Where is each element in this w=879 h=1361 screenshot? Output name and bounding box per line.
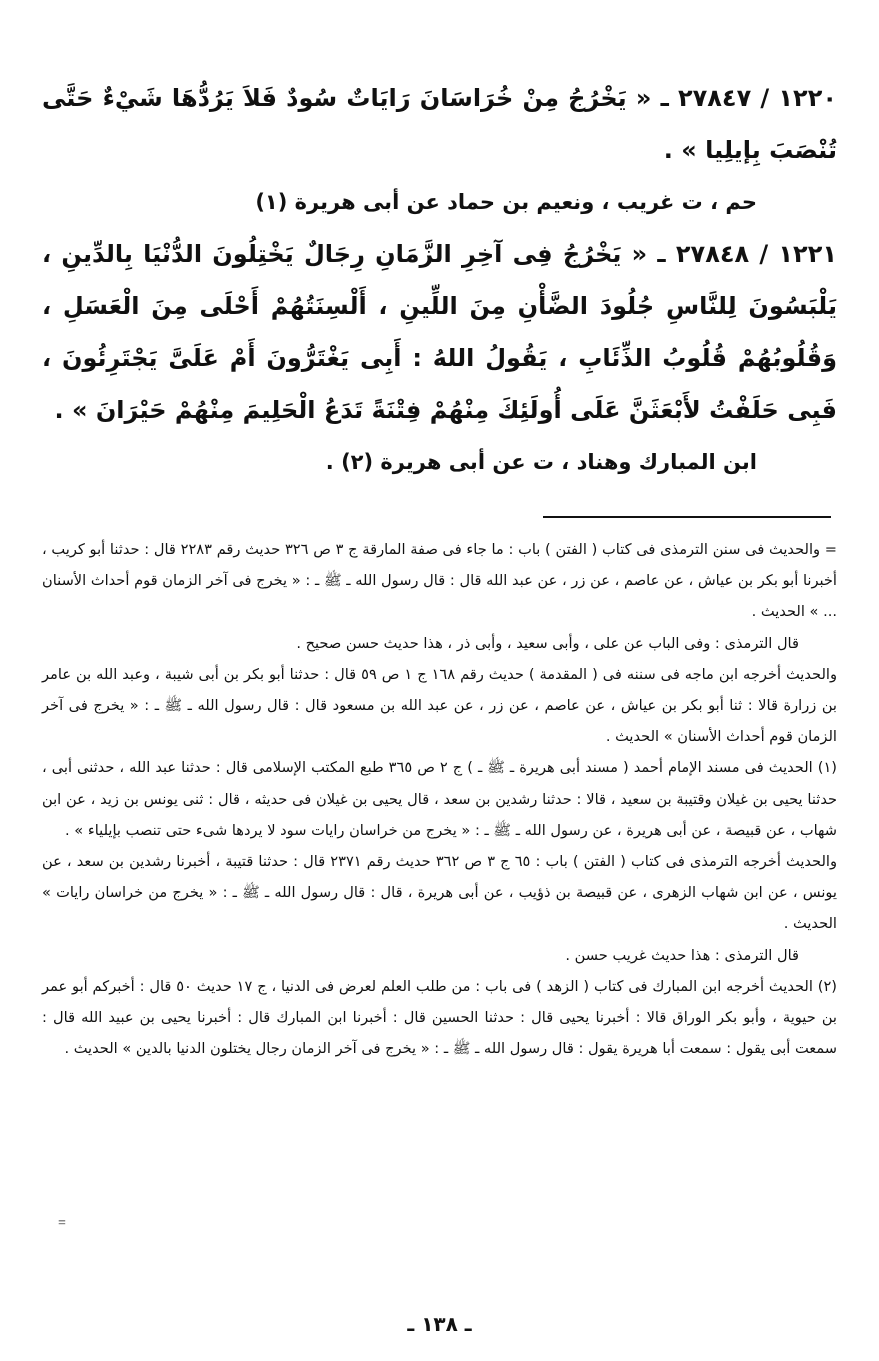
footnote-continuation-3: والحديث أخرجه ابن ماجه فى سننه فى ( المقدمة ) حديث رقم ١٦٨ ج ١ ص ٥٩ قال : حدثنا أبو بكر بن أبى شيبة ، وعبد الله بن عامر بن زرارة قالا : ثنا أبو بكر بن عياش ، عن عاصم ، عن زر ، عن عبد الله بن مسعود قال : قال رسول الله ـ ﷺ ـ : « يخرج فى آخر الزمان قوم أحداث الأسنان » الحديث . [42, 665, 837, 746]
footnote-continuation-2: قال الترمذى : وفى الباب عن على ، وأبى سعيد ، وأبى ذر ، هذا حديث حسن صحيح . [296, 634, 799, 652]
page-number: ـ ١٣٨ ـ [407, 1312, 472, 1336]
footnote-1: (١) الحديث فى مسند الإمام أحمد ( مسند أبى هريرة ـ ﷺ ـ ) ج ٢ ص ٣٦٥ طبع المكتب الإسلامى قال : حدثنا عبد الله ، حدثنى أبى ، حدثنا يحيى بن غيلان وقتيبة بن سعيد ، قالا : حدثنا رشدين بن سعد ، قال يحيى بن غيلان فى حديثه ، قال : ثنى يونس بن زيد ، عن ابن شهاب ، عن قبيصة ، عن أبى هريرة ، عن رسول الله ـ ﷺ ـ : « يخرج من خراسان رايات سود لا يردها شىء حتى تنصب بإيلياء » . [42, 759, 837, 839]
hadith-1220: ١٢٢٠ / ٢٧٨٤٧ ـ « يَخْرُجُ مِنْ خُرَاسَانَ رَايَاتٌ سُودٌ فَلاَ يَرُدُّهَا شَيْءٌ حَتَّى تُنْصَبَ بِإيلِيا » . [42, 84, 837, 164]
continues-mark: = [58, 1216, 66, 1231]
footnote-2: (٢) الحديث أخرجه ابن المبارك فى كتاب ( الزهد ) فى باب : من طلب العلم لعرض فى الدنيا ، ج ١٧ حديث ٥٠ قال : أخبركم أبو عمر بن حيوية ، وأبو بكر الوراق قالا : أخبرنا يحيى قال : حدثنا الحسين قال : أخبرنا ابن المبارك قال : أخبرنا يحيى بن عبيد الله قال : سمعت أبى يقول : سمعت أبا هريرة يقول : قال رسول الله ـ ﷺ ـ : « يخرج فى آخر الزمان رجال يختلون الدنيا بالدين » الحديث . [42, 977, 837, 1058]
hadith-1221-source: ابن المبارك وهناد ، ت عن أبى هريرة (٢) . [325, 450, 757, 474]
footnote-divider [543, 516, 831, 518]
hadith-1221: ١٢٢١ / ٢٧٨٤٨ ـ « يَخْرُجُ فِى آخِرِ الزَّمَانِ رِجَالٌ يَخْتِلُونَ الدُّنْيَا بِالدِّينِ ، يَلْبَسُونَ لِلنَّاسِ جُلُودَ الضَّأْنِ مِنَ اللِّينِ ، أَلْسِنَتُهُمْ أَحْلَى مِنَ الْعَسَلِ ، وَقُلُوبُهُمْ قُلُوبُ الذِّئَابِ ، يَقُولُ اللهُ : أَبِى يَغْتَرُّونَ أَمْ عَلَىَّ يَجْتَرِئُونَ ، فَبِى حَلَفْتُ لأَبْعَثَنَّ عَلَى أُولَئِكَ مِنْهُمْ فِتْنَةً تَدَعُ الْحَلِيمَ مِنْهُمْ حَيْرَانَ » . [42, 240, 837, 424]
main-text [42, 72, 837, 488]
footnote-1-part-2: والحديث أخرجه الترمذى فى كتاب ( الفتن ) باب : ٦٥ ج ٣ ص ٣٦٢ حديث رقم ٢٣٧١ قال : حدثنا قتيبة ، أخبرنا رشدين بن سعد ، عن يونس ، عن ابن شهاب الزهرى ، عن قبيصة بن ذؤيب ، عن أبى هريرة ، قال : قال رسول الله ـ ﷺ ـ : « يخرج من خراسان رايات » الحديث . [42, 853, 838, 933]
footnote-continuation-1: = والحديث فى سنن الترمذى فى كتاب ( الفتن ) باب : ما جاء فى صفة المارقة ج ٣ ص ٣٢٦ حديث رقم ٢٢٨٣ قال : حدثنا أبو كريب ، أخبرنا أبو بكر بن عياش ، عن عاصم ، عن زر ، عن عبد الله قال : قال رسول الله ـ ﷺ ـ : « يخرج فى آخر الزمان قوم أحداث الأسنان ... » الحديث . [42, 541, 837, 621]
footnotes [42, 534, 837, 1064]
hadith-1220-source: حم ، ت غريب ، ونعيم بن حماد عن أبى هريرة (١) [255, 190, 757, 214]
footnote-1-part-3: قال الترمذى : هذا حديث غريب حسن . [565, 946, 799, 964]
